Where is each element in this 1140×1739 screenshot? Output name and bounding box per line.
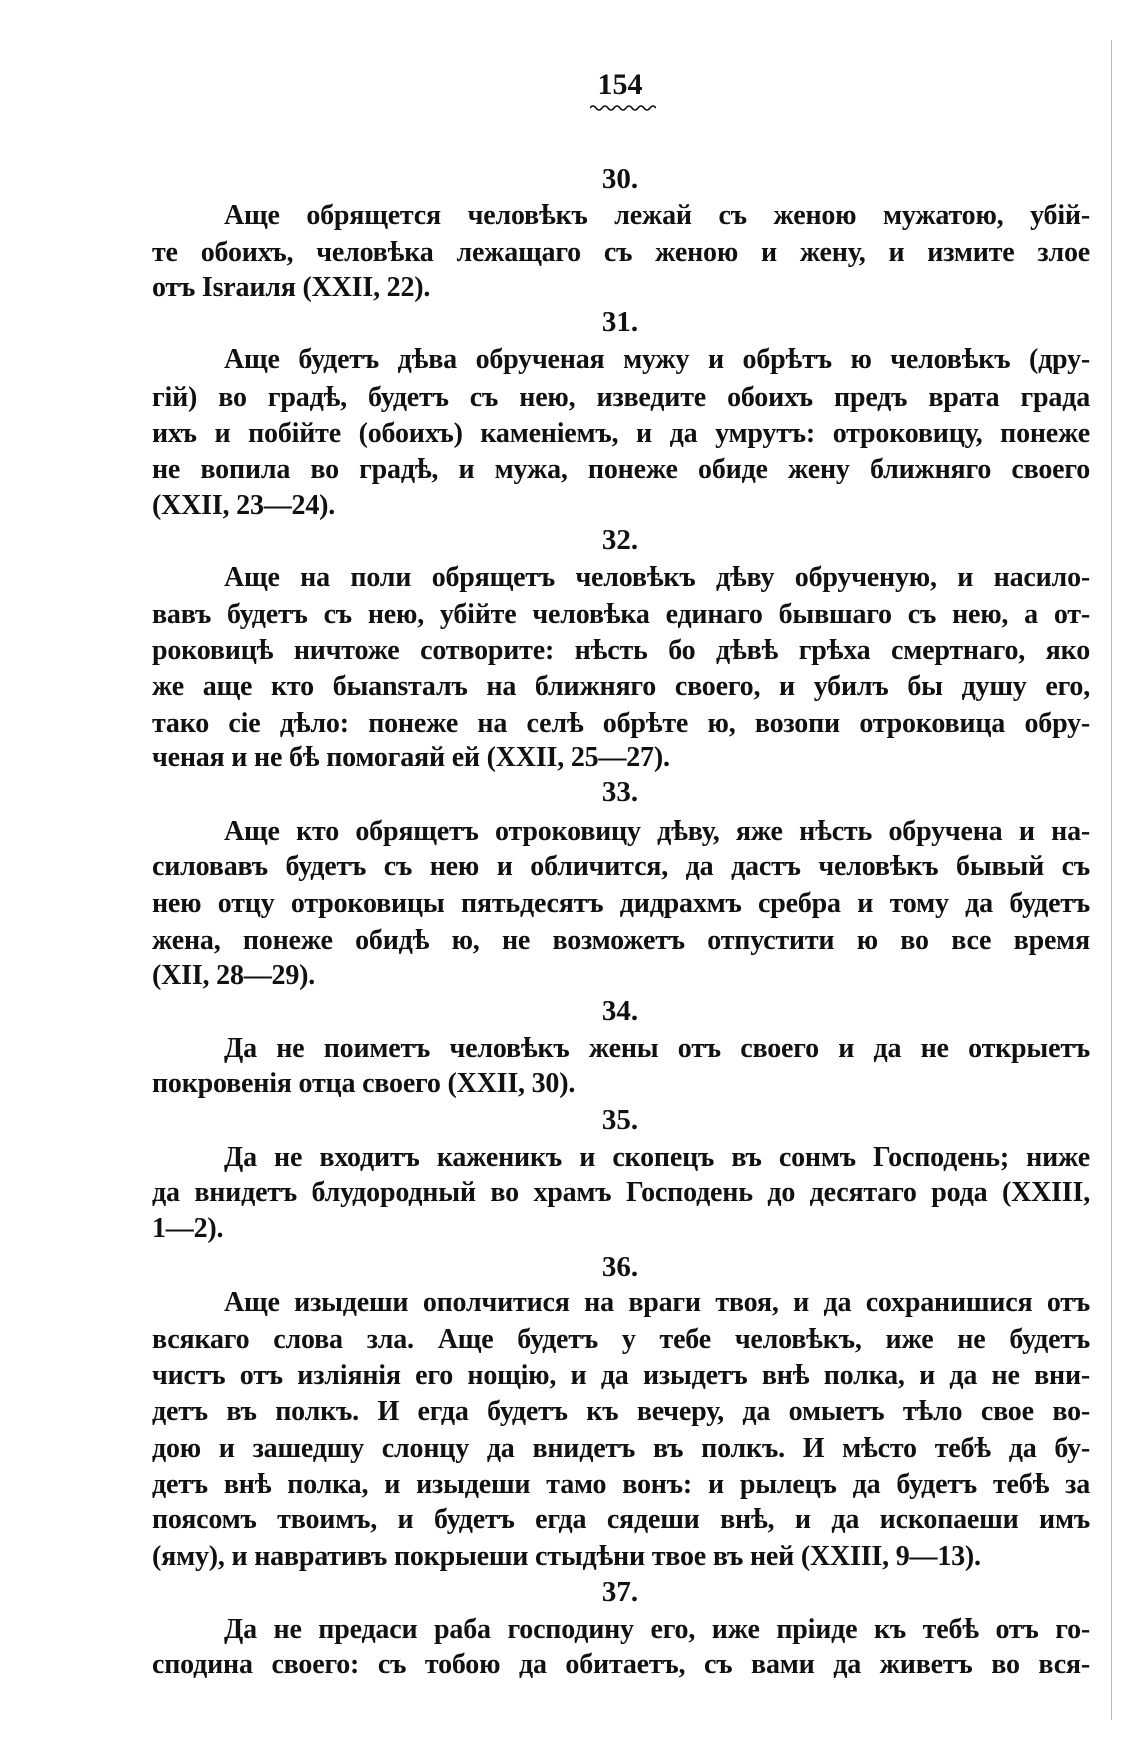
text-line: всякаго слова зла. Аще будетъ у тебе человѣкъ, иже не будетъ bbox=[152, 1324, 1090, 1355]
text-line: Да не входитъ каженикъ и скопецъ въ сонмъ Господень; ниже bbox=[224, 1142, 1090, 1173]
text-line: ихъ и побійте (обоихъ) каменіемъ, и да умрутъ: отроковицу, понеже bbox=[152, 418, 1090, 449]
text-line: Аще изыдеши ополчитися на враги твоя, и да сохранишися отъ bbox=[224, 1287, 1090, 1318]
text-line: да внидетъ блудородный во храмъ Господень до десятаго рода (XXIII, bbox=[152, 1177, 1090, 1208]
text-line: Аще обрящется человѣкъ лежай съ женою мужатою, убій- bbox=[224, 200, 1090, 231]
page-edge-line bbox=[1111, 40, 1112, 1720]
text-line: не вопила во градѣ, и мужа, понеже обиде жену ближняго своего bbox=[152, 454, 1090, 485]
text-line: (яму), и навративъ покрыеши стыдѣни твое въ ней (XXIII, 9—13). bbox=[152, 1541, 981, 1572]
text-line: детъ внѣ полка, и изыдеши тамо вонъ: и рылецъ да будетъ тебѣ за bbox=[152, 1469, 1090, 1500]
text-line: Да не поиметъ человѣкъ жены отъ своего и да не открыетъ bbox=[224, 1033, 1090, 1064]
text-line: нею отцу отроковицы пятьдесятъ дидрахмъ сребра и тому да будетъ bbox=[152, 888, 1090, 919]
text-line: (XXII, 23—24). bbox=[152, 490, 336, 521]
text-line: жена, понеже обидѣ ю, не возможетъ отпустити ю во все время bbox=[152, 925, 1090, 956]
text-line: (XII, 28—29). bbox=[152, 960, 316, 991]
section-number: 34. bbox=[601, 995, 639, 1027]
text-line: Аще кто обрящетъ отроковицу дѣву, яже нѣсть обручена и на- bbox=[224, 816, 1090, 847]
section-number: 30. bbox=[601, 163, 639, 195]
page-number-ornament bbox=[590, 104, 656, 112]
text-line: Да не предаси раба господину его, иже пріиде къ тебѣ отъ го- bbox=[224, 1614, 1090, 1645]
section-number: 37. bbox=[601, 1576, 639, 1608]
text-line: ченая и не бѣ помогаяй ей (XXII, 25—27). bbox=[152, 742, 670, 773]
text-line: дою и зашедшу слонцу да внидетъ въ полкъ. И мѣсто тебѣ да бу- bbox=[152, 1433, 1090, 1464]
section-number: 31. bbox=[601, 306, 639, 338]
text-line: чистъ отъ изліянія его нощію, и да изыдетъ внѣ полка, и да не вни- bbox=[152, 1360, 1090, 1391]
text-line: Аще будетъ дѣва обрученая мужу и обрѣтъ ю человѣкъ (дру- bbox=[224, 344, 1090, 375]
text-line: детъ въ полкъ. И егда будетъ къ вечеру, да омыетъ тѣло свое во- bbox=[152, 1396, 1090, 1427]
text-line: силовавъ будетъ съ нею и обличится, да дастъ человѣкъ бывый съ bbox=[152, 851, 1090, 882]
text-line: те обоихъ, человѣка лежащаго съ женою и жену, и измите злое bbox=[152, 237, 1090, 268]
text-line: гій) во градѣ, будетъ съ нею, изведите обоихъ предъ врата града bbox=[152, 382, 1090, 413]
section-number: 32. bbox=[601, 524, 639, 556]
text-line: тако сіе дѣло: понеже на селѣ обрѣте ю, возопи отроковица обру- bbox=[152, 708, 1090, 739]
text-line: отъ Israиля (XXII, 22). bbox=[152, 272, 431, 303]
section-number: 35. bbox=[601, 1104, 639, 1136]
section-number: 36. bbox=[601, 1251, 639, 1283]
text-line: 1—2). bbox=[152, 1213, 224, 1244]
text-line: же аще кто быansталъ на ближняго своего, и убилъ бы душу его, bbox=[152, 671, 1090, 702]
text-line: вавъ будетъ съ нею, убійте человѣка единаго бывшаго съ нею, а от- bbox=[152, 599, 1090, 630]
text-line: покровенія отца своего (XXII, 30). bbox=[152, 1068, 576, 1099]
text-line: роковицѣ ничтоже сотворите: нѣсть бо дѣвѣ грѣха смертнаго, яко bbox=[152, 635, 1090, 666]
text-line: поясомъ твоимъ, и будетъ егда сядеши внѣ, и да ископаеши имъ bbox=[152, 1504, 1090, 1535]
page-number: 154 bbox=[597, 68, 643, 101]
text-line: сподина своего: съ тобою да обитаетъ, съ вами да живетъ во вся- bbox=[152, 1649, 1090, 1680]
section-number: 33. bbox=[601, 776, 639, 808]
text-line: Аще на поли обрящетъ человѣкъ дѣву обрученую, и насило- bbox=[224, 562, 1090, 593]
